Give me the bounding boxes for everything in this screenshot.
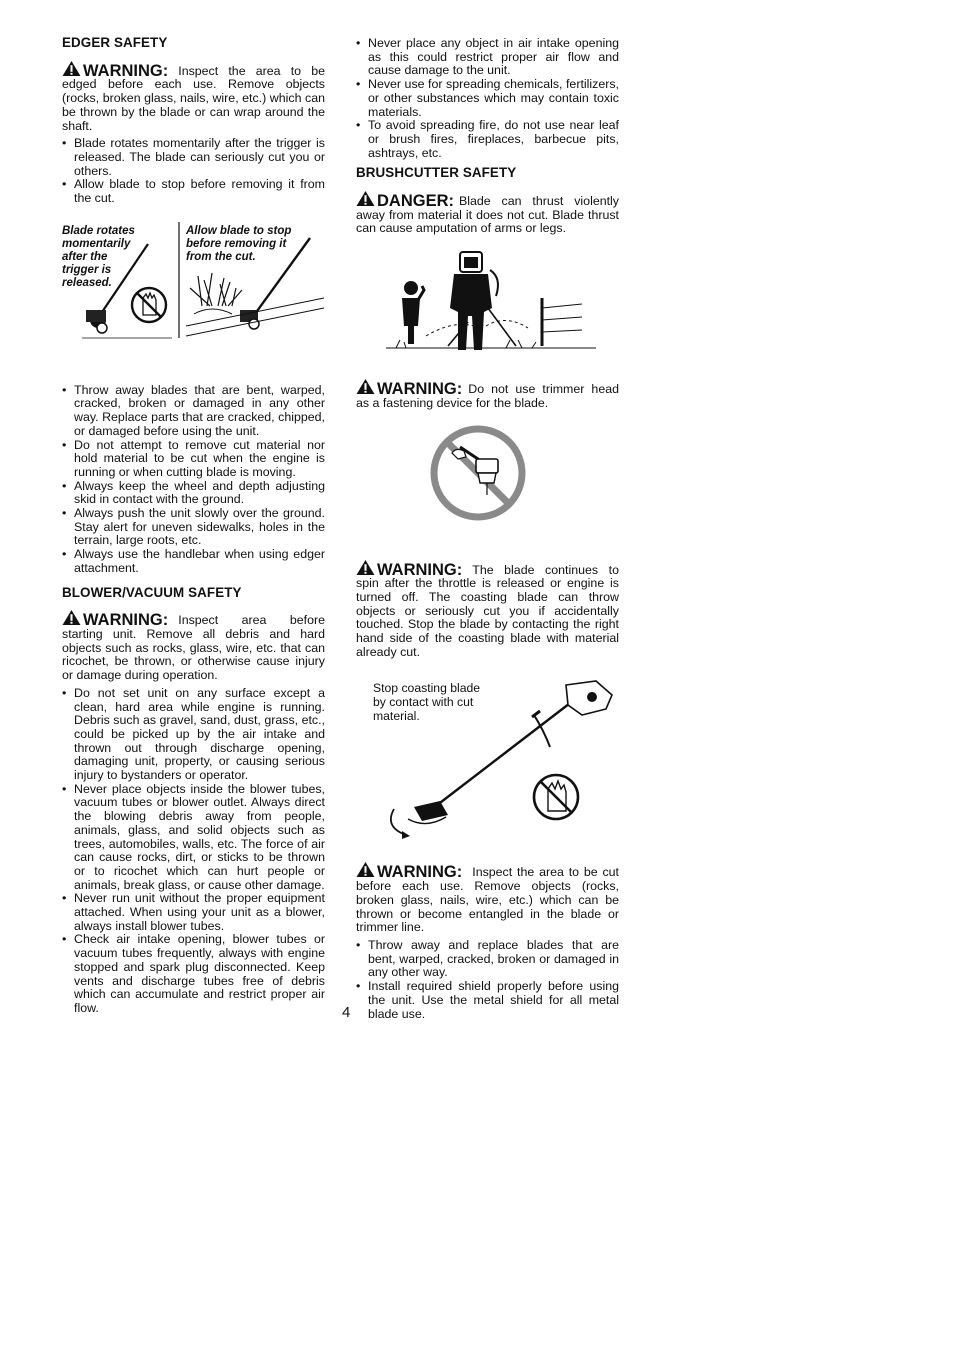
prohibited-trimmer-head-drawing <box>356 423 619 535</box>
warning-text: The blade continues to spin after the throttle is released or engine is turned off. The coasting blade can throw objects or seriously cut you if accidentally touched. Stop the blade by contacting the right hand side of the coasting blade with material already cut. <box>356 562 619 659</box>
warning-triangle-icon <box>62 60 81 77</box>
edger-caption-left: Blade rotates momentarily after the trigger is released. <box>62 224 135 289</box>
warning-triangle-icon <box>356 378 375 395</box>
warning-text: Inspect area before starting unit. Remove all debris and hard objects such as rocks, glass, wire, etc. that can ricochet, be thrown, or otherwise cause injury or damage during operation. <box>62 613 325 683</box>
list-item: • Check air intake opening, blower tubes or vacuum tubes frequently, always with engine stopped and spark plug disconnected. Keep vents and discharge tubes free of debris which can accumulate and restrict proper air flow. <box>62 933 325 1015</box>
warning-triangle-icon <box>356 861 375 878</box>
coasting-blade-drawing <box>356 679 619 849</box>
list-item: • Always use the handlebar when using edger attachment. <box>62 548 325 575</box>
coasting-blade-illustration <box>356 679 619 849</box>
list-item: • Do not attempt to remove cut material nor hold material to be cut when the engine is running or when cutting blade is moving. <box>62 439 325 480</box>
brushcutter-thrust-illustration <box>356 250 619 374</box>
list-item: • Blade rotates momentarily after the trigger is released. The blade can seriously cut you or others. <box>62 137 325 178</box>
list-item: • Never use for spreading chemicals, fertilizers, or other substances which may contain toxic materials. <box>356 78 619 119</box>
left-column <box>62 32 325 1020</box>
edger-caption-right: Allow blade to stop before removing it from the cut. <box>186 224 292 263</box>
warning-text: Inspect the area to be edged before each use. Remove objects (rocks, broken glass, nails, wire, etc.) which can be thrown by the blade or can wrap around the shaft. <box>62 63 325 133</box>
warning-triangle-icon <box>62 609 81 626</box>
list-item: • To avoid spreading fire, do not use near leaf or brush fires, fireplaces, barbecue pits, ashtrays, etc. <box>356 119 619 160</box>
brushcutter-warning-1 <box>356 378 619 410</box>
edger-bullets <box>62 137 325 206</box>
coasting-blade-caption: Stop coasting blade by contact with cut material. <box>373 681 481 724</box>
list-item: • Always keep the wheel and depth adjusting skid in contact with the ground. <box>62 480 325 507</box>
list-item: • Do not set unit on any surface except a clean, hard area while engine is running. Debris such as gravel, sand, dust, grass, etc., could be picked up by the air intake and thrown out through discharge opening, damaging unit, property, or causing serious injury to bystanders or operator. <box>62 687 325 783</box>
blower-bullets <box>62 687 325 1016</box>
list-item: • Throw away blades that are bent, warped, cracked, broken or damaged in any other way. Replace parts that are cracked, chipped, or damaged before using the unit. <box>62 384 325 439</box>
edger-bullets-2 <box>62 384 325 576</box>
warning-label: WARNING: <box>377 863 463 882</box>
warning-label: WARNING: <box>83 61 169 80</box>
warning-text: Do not use trimmer head as a fastening device for the blade. <box>356 382 619 410</box>
danger-text: Blade can thrust violently away from material it does not cut. Blade thrust can cause amputation of arms or legs. <box>356 194 619 236</box>
list-item: • Always push the unit slowly over the ground. Stay alert for uneven sidewalks, holes in the terrain, large roots, etc. <box>62 507 325 548</box>
brushcutter-warning-3 <box>356 861 619 935</box>
edger-safety-heading: EDGER SAFETY <box>62 35 168 50</box>
warning-label: WARNING: <box>377 560 463 579</box>
edger-illustration <box>62 218 325 368</box>
no-trimmer-head-illustration <box>356 423 619 535</box>
edger-drawing <box>62 218 325 368</box>
list-item: • Never run unit without the proper equipment attached. When using your unit as a blower, always install blower tubes. <box>62 892 325 933</box>
warning-triangle-icon <box>356 559 375 576</box>
warning-triangle-icon <box>356 190 375 207</box>
brushcutter-danger <box>356 190 619 236</box>
list-item: • Never place any object in air intake opening as this could restrict proper air flow and cause damage to the unit. <box>356 37 619 78</box>
edger-warning <box>62 60 325 134</box>
warning-label: WARNING: <box>83 611 169 630</box>
warning-label: WARNING: <box>377 380 463 399</box>
brushcutter-warning-2 <box>356 559 619 660</box>
right-column <box>356 37 619 1025</box>
blower-bullets-continued <box>356 37 619 160</box>
list-item: • Throw away and replace blades that are bent, warped, cracked, broken or damaged in any other way. <box>356 939 619 980</box>
brushcutter-thrust-drawing <box>356 250 619 374</box>
list-item: • Never place objects inside the blower tubes, vacuum tubes or blower outlet. Always direct the blowing debris away from people, animals, glass, and solid objects such as trees, automobiles, walls, etc. The force of air can cause rocks, dirt, or sticks to be thrown or to ricochet which can hurt people or animals, break glass, or cause other damage. <box>62 783 325 893</box>
brushcutter-safety-heading: BRUSHCUTTER SAFETY <box>356 165 517 181</box>
brushcutter-bullets <box>356 939 619 1021</box>
blower-warning <box>62 609 325 683</box>
warning-text: Inspect the area to be cut before each use. Remove objects (rocks, broken glass, nails, wire, etc.) which can be thrown or become entangled in the blade or trimmer line. <box>356 865 619 935</box>
list-item: • Allow blade to stop before removing it from the cut. <box>62 178 325 205</box>
page-number: 4 <box>342 1004 351 1021</box>
blower-safety-heading: BLOWER/VACUUM SAFETY <box>62 584 242 600</box>
list-item: • Install required shield properly before using the unit. Use the metal shield for all metal blade use. <box>356 980 619 1021</box>
danger-label: DANGER: <box>377 192 454 211</box>
